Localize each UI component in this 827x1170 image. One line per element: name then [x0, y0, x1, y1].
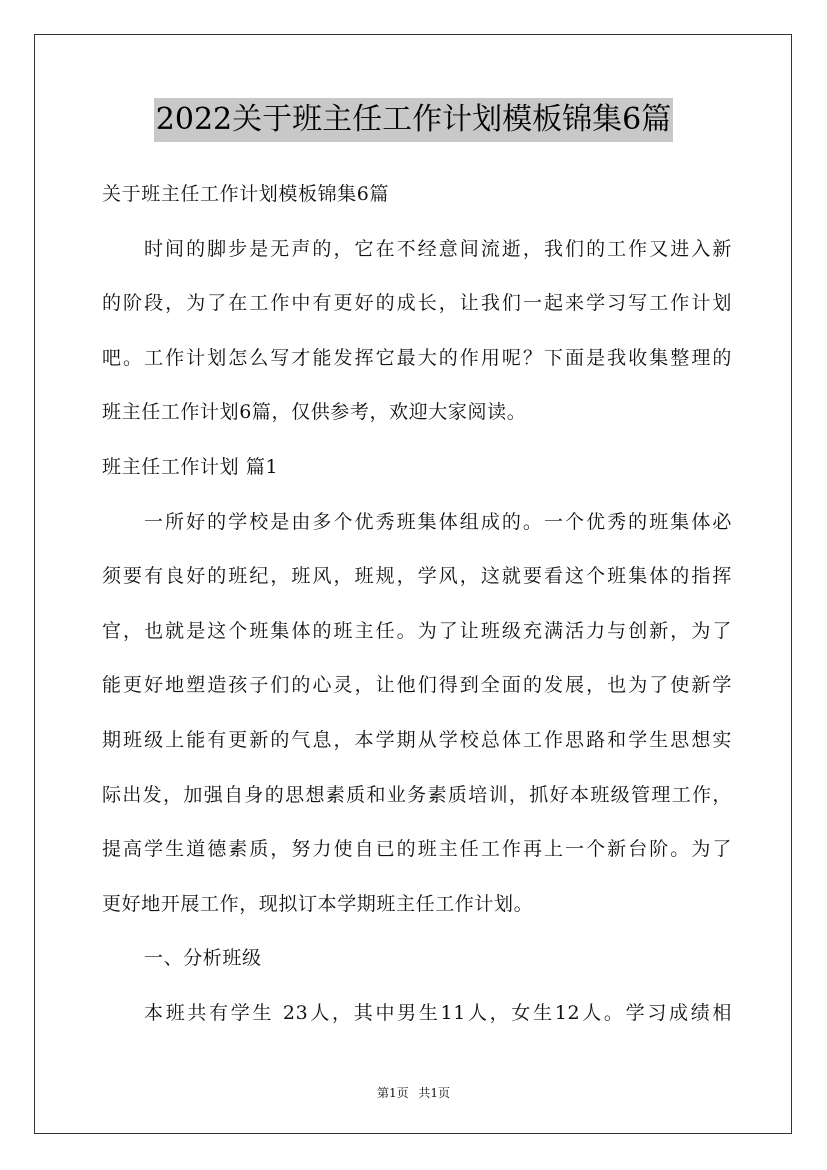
subtitle-line: 关于班主任工作计划模板锦集6篇: [102, 183, 390, 205]
page-footer: [0, 1084, 827, 1101]
paragraph-line: 提高学生道德素质，努力使自已的班主任工作再上一个新台阶。为了: [102, 838, 732, 861]
page-number: 第1页: [376, 1086, 409, 1100]
paragraph-line: 班主任工作计划6篇，仅供参考，欢迎大家阅读。: [102, 401, 527, 424]
page-total: 共1页: [418, 1086, 451, 1100]
paragraph-line: 一所好的学校是由多个优秀班集体组成的。一个优秀的班集体必: [144, 510, 732, 533]
paragraph-line: 更好地开展工作，现拟订本学期班主任工作计划。: [102, 892, 534, 915]
paragraph-line: 须要有良好的班纪，班风，班规，学风，这就要看这个班集体的指挥: [102, 565, 732, 588]
paragraph-line: 时间的脚步是无声的，它在不经意间流逝，我们的工作又进入新: [144, 237, 732, 260]
paragraph-line: 的阶段，为了在工作中有更好的成长，让我们一起来学习写工作计划: [102, 292, 732, 315]
paragraph-line: 期班级上能有更新的气息，本学期从学校总体工作思路和学生思想实: [102, 728, 732, 751]
section-heading: 班主任工作计划 篇1: [102, 455, 279, 478]
subsection-heading: 一、分析班级: [144, 947, 262, 970]
paragraph-line: 际出发，加强自身的思想素质和业务素质培训，抓好本班级管理工作，: [102, 783, 732, 806]
paragraph-line: 能更好地塑造孩子们的心灵，让他们得到全面的发展，也为了使新学: [102, 674, 732, 697]
paragraph-line: 吧。工作计划怎么写才能发挥它最大的作用呢？下面是我收集整理的: [102, 346, 732, 369]
paragraph-line: 官，也就是这个班集体的班主任。为了让班级充满活力与创新，为了: [102, 619, 732, 642]
document-title: 2022关于班主任工作计划模板锦集6篇: [154, 98, 673, 142]
title-container: [0, 98, 827, 142]
document-body: [102, 174, 732, 1048]
paragraph-line: 本班共有学生 23人，其中男生11人，女生12人。学习成绩相: [144, 1001, 732, 1024]
